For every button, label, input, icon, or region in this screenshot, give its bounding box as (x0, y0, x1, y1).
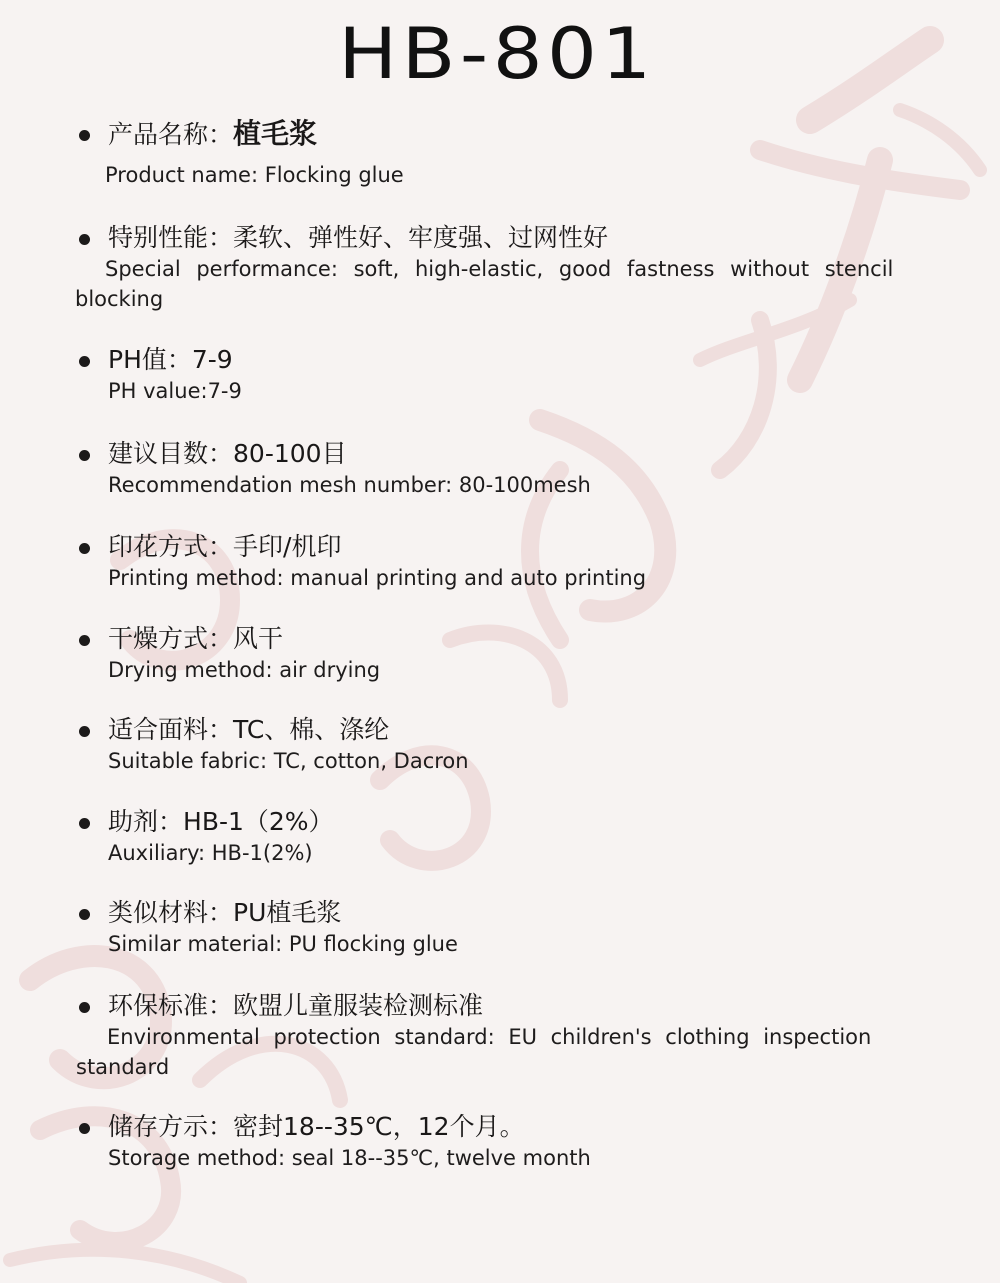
zh-line (108, 806, 334, 838)
zh-value: 80-100目 (233, 439, 347, 468)
zh-label: 印花方式： (108, 532, 234, 561)
en-line-continued: blocking (75, 287, 164, 311)
zh-label: 建议目数： (108, 439, 234, 468)
zh-line (108, 222, 608, 254)
zh-line (108, 623, 283, 655)
zh-line (108, 531, 341, 563)
zh-label: 储存方示： (108, 1112, 234, 1141)
bullet-icon (79, 726, 90, 737)
bullet-icon (79, 635, 90, 646)
zh-value: 柔软、弹性好、牢度强、过网性好 (233, 223, 609, 252)
zh-line (108, 897, 341, 929)
zh-label: 特别性能： (108, 223, 234, 252)
zh-value: TC、棉、涤纶 (233, 715, 390, 744)
en-line: Recommendation mesh number: 80-100mesh (108, 473, 591, 497)
zh-value: 风干 (233, 624, 284, 653)
product-code-title: HB-801 (338, 13, 656, 95)
zh-label: 产品名称： (108, 120, 234, 149)
zh-label: 干燥方式： (108, 624, 234, 653)
bullet-icon (79, 1002, 90, 1013)
en-line: Product name: Flocking glue (105, 163, 404, 187)
zh-line (108, 438, 347, 470)
bullet-icon (79, 234, 90, 245)
en-line: Similar material: PU flocking glue (108, 932, 458, 956)
zh-value: 密封18--35℃，12个月。 (233, 1112, 525, 1141)
zh-value: 欧盟儿童服装检测标准 (233, 991, 484, 1020)
zh-label: 类似材料： (108, 898, 234, 927)
zh-value: 手印/机印 (233, 532, 342, 561)
bullet-icon (79, 909, 90, 920)
en-line-continued: standard (76, 1055, 170, 1079)
zh-line (108, 118, 317, 151)
en-line: Environmental protection standard: EU children's clothing inspection (107, 1025, 872, 1049)
zh-line (108, 1111, 525, 1143)
bullet-icon (79, 450, 90, 461)
zh-line (108, 344, 233, 376)
bullet-icon (79, 1123, 90, 1134)
zh-label: 环保标准： (108, 991, 234, 1020)
zh-value: 7-9 (191, 345, 233, 374)
zh-line (108, 714, 389, 746)
en-line: Special performance: soft, high-elastic, good fastness without stencil (105, 257, 894, 281)
zh-label: PH值： (108, 345, 192, 374)
en-line: Auxiliary: HB-1(2%) (108, 841, 313, 865)
bullet-icon (79, 818, 90, 829)
bullet-icon (79, 130, 90, 141)
zh-label: 助剂： (108, 807, 184, 836)
zh-value: 植毛浆 (233, 117, 318, 150)
bullet-icon (79, 543, 90, 554)
en-line: Drying method: air drying (108, 658, 381, 682)
zh-value: HB-1（2%） (183, 807, 334, 836)
en-line: Storage method: seal 18--35℃, twelve month (108, 1146, 591, 1170)
zh-line (108, 990, 483, 1022)
en-line: Suitable fabric: TC, cotton, Dacron (108, 749, 469, 773)
en-line: Printing method: manual printing and auto printing (108, 566, 647, 590)
zh-value: PU植毛浆 (233, 898, 342, 927)
en-line: PH value:7-9 (108, 379, 242, 403)
zh-label: 适合面料： (108, 715, 234, 744)
bullet-icon (79, 356, 90, 367)
